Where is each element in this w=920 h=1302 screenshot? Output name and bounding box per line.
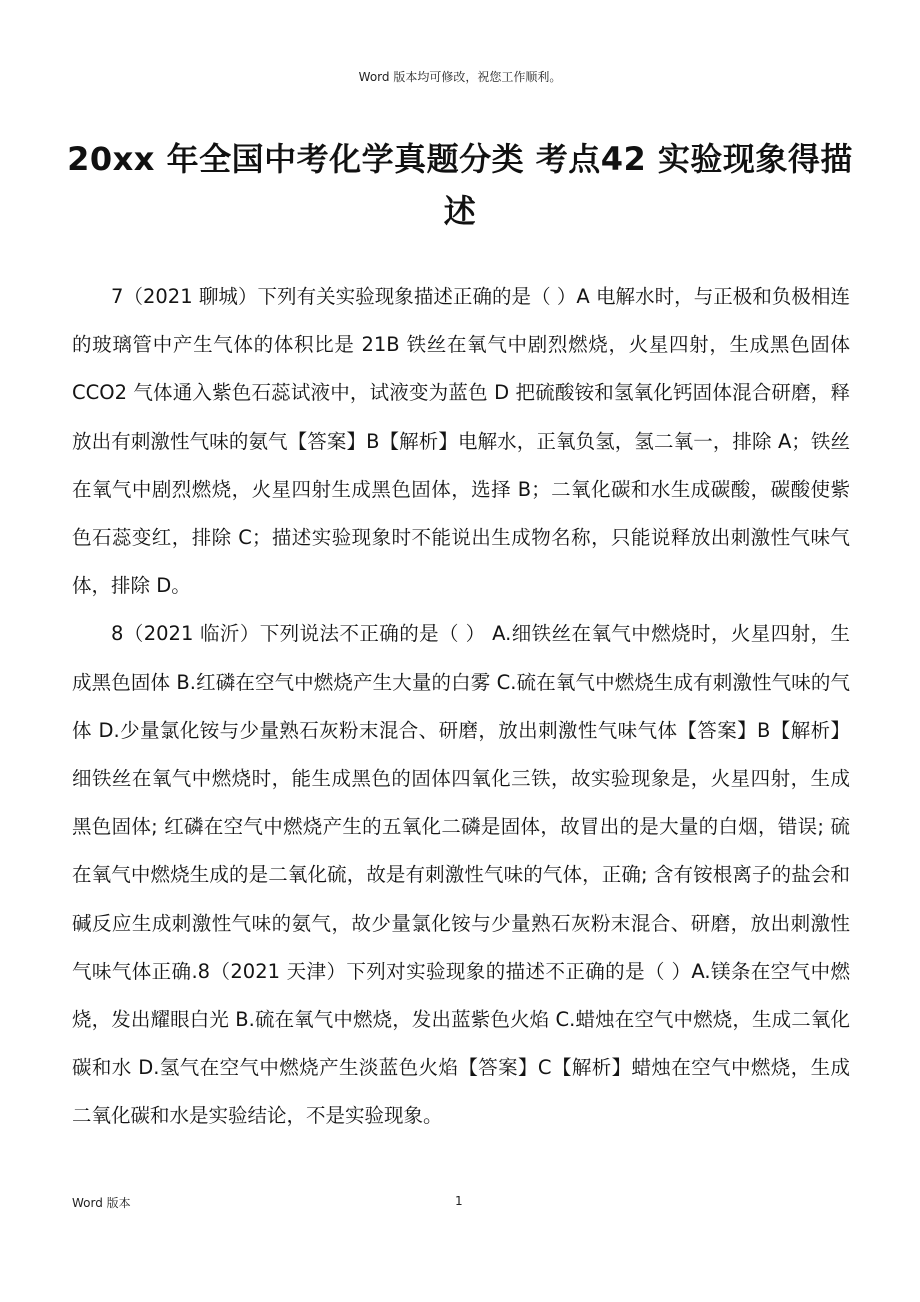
header-note: Word 版本均可修改，祝您工作顺利。	[358, 70, 562, 84]
paragraph-question-7: 7（2021 聊城）下列有关实验现象描述正确的是（ ）A 电解水时，与正极和负极相连的玻璃管中产生气体的体积比是 21B 铁丝在氧气中剧烈燃烧，火星四射，生成黑色固体 CCO2 气体通入紫色石蕊试液中，试液变为蓝色 D 把硫酸铵和氢氧化钙固体混合研磨，释放出有刺激性气味的氨气【答案】B【解析】电解水，正氧负氢，氢二氧一，排除 A；铁丝在氧气中剧烈燃烧，火星四射生成黑色固体，选择 B；二氧化碳和水生成碳酸，碳酸使紫色石蕊变红，排除 C；描述实验现象时不能说出生成物名称，只能说释放出刺激性气味气体，排除 D。	[72, 285, 850, 598]
page-number: 1	[455, 1194, 463, 1208]
paragraph-question-8: 8（2021 临沂）下列说法不正确的是（ ） A.细铁丝在氧气中燃烧时，火星四射，生成黑色固体 B.红磷在空气中燃烧产生大量的白雾 C.硫在氧气中燃烧生成有刺激性气味的气体 D.少量氯化铵与少量熟石灰粉末混合、研磨，放出刺激性气味气体【答案】B【解析】细铁丝在氧气中燃烧时，能生成黑色的固体四氧化三铁，故实验现象是，火星四射，生成黑色固体; 红磷在空气中燃烧产生的五氧化二磷是固体，故冒出的是大量的白烟，错误; 硫在氧气中燃烧生成的是二氧化硫，故是有刺激性气味的气体，正确; 含有铵根离子的盐会和碱反应生成刺激性气味的氨气，故少量氯化铵与少量熟石灰粉末混合、研磨，放出刺激性气味气体正确.8（2021 天津）下列对实验现象的描述不正确的是（ ）A.镁条在空气中燃烧，发出耀眼白光 B.硫在氧气中燃烧，发出蓝紫色火焰 C.蜡烛在空气中燃烧，生成二氧化碳和水 D.氢气在空气中燃烧产生淡蓝色火焰【答案】C【解析】蜡烛在空气中燃烧，生成二氧化碳和水是实验结论，不是实验现象。	[72, 622, 850, 1128]
document-body	[72, 273, 850, 1141]
footer-label: Word 版本	[72, 1196, 131, 1210]
document-title: 20xx 年全国中考化学真题分类 考点42 实验现象得描述	[67, 140, 853, 230]
